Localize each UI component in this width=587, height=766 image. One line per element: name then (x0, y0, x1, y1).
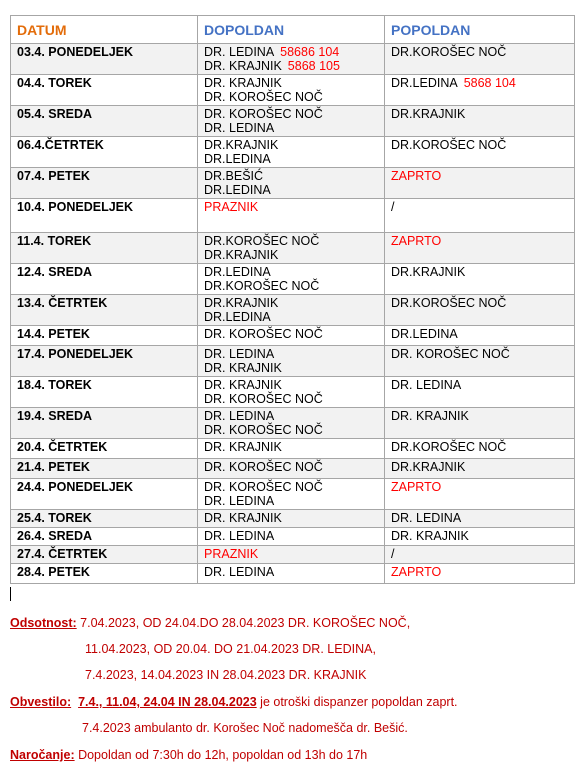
date-cell: 14.4. PETEK (11, 326, 198, 346)
date-cell: 26.4. SREDA (11, 528, 198, 546)
odsotnost-text-2: 11.04.2023, OD 20.04. DO 21.04.2023 DR. LEDINA, (85, 642, 376, 656)
table-row (11, 264, 575, 295)
doctor-name: DR. LEDINA (204, 45, 275, 59)
doctor-name: DR. LEDINA (204, 347, 275, 361)
table-row (11, 408, 575, 439)
doctor-name: DR. LEDINA (204, 565, 275, 579)
doctor-line (204, 511, 378, 525)
date-cell: 05.4. SREDA (11, 106, 198, 137)
odsotnost-text-3: 7.4.2023, 14.04.2023 IN 28.04.2023 DR. KRAJNIK (85, 668, 367, 682)
doctor-line (391, 529, 568, 543)
popoldan-cell (385, 377, 575, 408)
popoldan-cell (385, 106, 575, 137)
doctor-name: DR.KOROŠEC NOČ (391, 138, 507, 152)
dopoldan-cell (198, 346, 385, 377)
obvestilo-label: Obvestilo: (10, 695, 72, 709)
doctor-name: DR.KRAJNIK (391, 460, 466, 474)
doctor-name: DR. KOROŠEC NOČ (204, 480, 323, 494)
dopoldan-cell (198, 479, 385, 510)
doctor-line (204, 460, 378, 474)
doctor-line (204, 265, 378, 279)
doctor-name: DR.KOROŠEC NOČ (391, 296, 507, 310)
date-cell: 10.4. PONEDELJEK (11, 199, 198, 233)
doctor-line (204, 138, 378, 152)
doctor-name: DR.LEDINA (204, 265, 271, 279)
date-cell: 24.4. PONEDELJEK (11, 479, 198, 510)
date-cell: 07.4. PETEK (11, 168, 198, 199)
doctor-name: DR. KOROŠEC NOČ (204, 423, 323, 437)
popoldan-cell (385, 510, 575, 528)
doctor-line (204, 480, 378, 494)
doctor-line (204, 107, 378, 121)
doctor-line (391, 511, 568, 525)
doctor-line (204, 494, 378, 508)
dopoldan-cell (198, 510, 385, 528)
obvestilo-dates: 7.4., 11.04, 24.04 IN 28.04.2023 (78, 695, 257, 709)
doctor-name: / (391, 200, 395, 214)
doctor-name: DR. KOROŠEC NOČ (391, 347, 510, 361)
date-cell: 11.4. TOREK (11, 233, 198, 264)
date-cell: 20.4. ČETRTEK (11, 439, 198, 459)
table-row (11, 168, 575, 199)
dopoldan-cell (198, 546, 385, 564)
doctor-name: DR.KOROŠEC NOČ (204, 279, 320, 293)
popoldan-cell (385, 137, 575, 168)
table-row (11, 346, 575, 377)
phone-number: 58686 104 (280, 45, 340, 59)
table-header-row (11, 16, 575, 44)
text-cursor (10, 587, 11, 601)
doctor-name: DR.LEDINA (391, 327, 458, 341)
doctor-name: ZAPRTO (391, 480, 442, 494)
doctor-line (391, 547, 568, 561)
doctor-line (204, 547, 378, 561)
doctor-name: DR. KOROŠEC NOČ (204, 327, 323, 341)
doctor-name: DR. KRAJNIK (204, 76, 282, 90)
doctor-name: DR. KRAJNIK (204, 361, 282, 375)
popoldan-cell (385, 564, 575, 584)
popoldan-cell (385, 479, 575, 510)
dopoldan-cell (198, 137, 385, 168)
doctor-name: DR. KRAJNIK (204, 511, 282, 525)
doctor-line (204, 296, 378, 310)
doctor-line (391, 480, 568, 494)
dopoldan-cell (198, 199, 385, 233)
doctor-line (391, 138, 568, 152)
popoldan-cell (385, 326, 575, 346)
date-cell: 18.4. TOREK (11, 377, 198, 408)
table-row (11, 439, 575, 459)
doctor-line (204, 347, 378, 361)
doctor-name: DR. KRAJNIK (204, 440, 282, 454)
doctor-line (204, 90, 378, 104)
doctor-line (204, 200, 378, 214)
narocanje-line (10, 748, 367, 762)
doctor-name: DR.LEDINA (204, 310, 271, 324)
table-row (11, 546, 575, 564)
popoldan-cell (385, 346, 575, 377)
doctor-line (391, 409, 568, 423)
doctor-name: DR. KRAJNIK (391, 409, 469, 423)
doctor-line (391, 378, 568, 392)
table-row (11, 479, 575, 510)
date-cell: 25.4. TOREK (11, 510, 198, 528)
doctor-name: DR. LEDINA (204, 409, 275, 423)
popoldan-cell (385, 264, 575, 295)
obvestilo-rest: je otroški dispanzer popoldan zaprt. (256, 695, 458, 709)
doctor-name: DR. KOROŠEC NOČ (204, 90, 323, 104)
header-dopoldan: DOPOLDAN (198, 16, 385, 44)
narocanje-label: Naročanje: (10, 748, 75, 762)
doctor-name: DR.KRAJNIK (204, 248, 279, 262)
doctor-line (204, 169, 378, 183)
doctor-name: ZAPRTO (391, 565, 442, 579)
doctor-name: DR.KRAJNIK (391, 107, 466, 121)
dopoldan-cell (198, 264, 385, 295)
date-cell: 04.4. TOREK (11, 75, 198, 106)
table-row (11, 199, 575, 233)
dopoldan-cell (198, 295, 385, 326)
doctor-line (204, 76, 378, 90)
doctor-name: ZAPRTO (391, 234, 442, 248)
table-row (11, 137, 575, 168)
schedule-table (10, 15, 575, 584)
doctor-line (391, 565, 568, 579)
dopoldan-cell (198, 377, 385, 408)
table-row (11, 564, 575, 584)
doctor-name: DR. KOROŠEC NOČ (204, 107, 323, 121)
table-row (11, 106, 575, 137)
obvestilo-text-2: 7.4.2023 ambulanto dr. Korošec Noč nadomešča dr. Bešić. (82, 721, 408, 735)
doctor-name: DR.BEŠIĆ (204, 169, 264, 183)
dopoldan-cell (198, 44, 385, 75)
doctor-line (204, 234, 378, 248)
doctor-name: DR. KRAJNIK (391, 529, 469, 543)
dopoldan-cell (198, 439, 385, 459)
doctor-name: DR. LEDINA (391, 378, 462, 392)
doctor-name: DR. LEDINA (204, 494, 275, 508)
dopoldan-cell (198, 564, 385, 584)
popoldan-cell (385, 75, 575, 106)
doctor-name: DR.LEDINA (391, 76, 458, 90)
doctor-name: / (391, 547, 395, 561)
dopoldan-cell (198, 326, 385, 346)
doctor-line (391, 234, 568, 248)
odsotnost-text-1: 7.04.2023, OD 24.04.DO 28.04.2023 DR. KOROŠEC NOČ, (76, 616, 411, 630)
dopoldan-cell (198, 168, 385, 199)
doctor-line (204, 409, 378, 423)
odsotnost-line-1 (10, 616, 410, 630)
doctor-name: DR. KRAJNIK (204, 378, 282, 392)
doctor-line (391, 200, 568, 214)
doctor-line (204, 361, 378, 375)
doctor-name: PRAZNIK (204, 547, 259, 561)
popoldan-cell (385, 168, 575, 199)
obvestilo-line-1 (10, 695, 458, 709)
header-datum: DATUM (11, 16, 198, 44)
doctor-line (204, 152, 378, 166)
doctor-name: ZAPRTO (391, 169, 442, 183)
table-row (11, 44, 575, 75)
popoldan-cell (385, 295, 575, 326)
doctor-line (204, 121, 378, 135)
popoldan-cell (385, 44, 575, 75)
doctor-line (391, 440, 568, 454)
doctor-line (391, 45, 568, 59)
doctor-line (391, 76, 568, 90)
dopoldan-cell (198, 408, 385, 439)
doctor-name: DR.LEDINA (204, 183, 271, 197)
dopoldan-cell (198, 106, 385, 137)
phone-number: 5868 105 (287, 59, 340, 73)
doctor-line (204, 423, 378, 437)
dopoldan-cell (198, 528, 385, 546)
date-cell: 12.4. SREDA (11, 264, 198, 295)
doctor-line (204, 565, 378, 579)
table-row (11, 295, 575, 326)
header-popoldan: POPOLDAN (385, 16, 575, 44)
doctor-name: PRAZNIK (204, 200, 259, 214)
date-cell: 27.4. ČETRTEK (11, 546, 198, 564)
doctor-name: DR.LEDINA (204, 152, 271, 166)
date-cell: 19.4. SREDA (11, 408, 198, 439)
popoldan-cell (385, 528, 575, 546)
doctor-line (391, 107, 568, 121)
doctor-name: DR. LEDINA (391, 511, 462, 525)
doctor-line (204, 327, 378, 341)
doctor-line (204, 310, 378, 324)
table-row (11, 528, 575, 546)
doctor-line (391, 265, 568, 279)
doctor-line (391, 347, 568, 361)
doctor-line (204, 392, 378, 406)
doctor-line (204, 440, 378, 454)
table-row (11, 75, 575, 106)
doctor-name: DR. KOROŠEC NOČ (204, 392, 323, 406)
date-cell: 21.4. PETEK (11, 459, 198, 479)
doctor-line (391, 169, 568, 183)
doctor-line (204, 279, 378, 293)
dopoldan-cell (198, 459, 385, 479)
doctor-name: DR.KOROŠEC NOČ (204, 234, 320, 248)
doctor-line (204, 45, 378, 59)
popoldan-cell (385, 233, 575, 264)
date-cell: 28.4. PETEK (11, 564, 198, 584)
doctor-line (391, 327, 568, 341)
doctor-name: DR. KRAJNIK (204, 59, 282, 73)
doctor-line (204, 59, 378, 73)
date-cell: 03.4. PONEDELJEK (11, 44, 198, 75)
popoldan-cell (385, 459, 575, 479)
phone-number: 5868 104 (463, 76, 516, 90)
doctor-name: DR.KOROŠEC NOČ (391, 440, 507, 454)
popoldan-cell (385, 199, 575, 233)
popoldan-cell (385, 408, 575, 439)
doctor-name: DR.KOROŠEC NOČ (391, 45, 507, 59)
date-cell: 06.4.ČETRTEK (11, 137, 198, 168)
doctor-line (204, 183, 378, 197)
doctor-name: DR.KRAJNIK (204, 296, 279, 310)
doctor-name: DR. LEDINA (204, 529, 275, 543)
odsotnost-label: Odsotnost: (10, 616, 77, 630)
doctor-line (204, 378, 378, 392)
doctor-name: DR. LEDINA (204, 121, 275, 135)
doctor-line (391, 460, 568, 474)
doctor-name: DR.KRAJNIK (204, 138, 279, 152)
table-row (11, 459, 575, 479)
doctor-line (391, 296, 568, 310)
date-cell: 13.4. ČETRTEK (11, 295, 198, 326)
dopoldan-cell (198, 233, 385, 264)
doctor-line (204, 248, 378, 262)
table-row (11, 326, 575, 346)
popoldan-cell (385, 439, 575, 459)
narocanje-text: Dopoldan od 7:30h do 12h, popoldan od 13h do 17h (74, 748, 368, 762)
dopoldan-cell (198, 75, 385, 106)
table-row (11, 510, 575, 528)
doctor-name: DR. KOROŠEC NOČ (204, 460, 323, 474)
date-cell: 17.4. PONEDELJEK (11, 346, 198, 377)
doctor-name: DR.KRAJNIK (391, 265, 466, 279)
doctor-line (204, 529, 378, 543)
table-row (11, 377, 575, 408)
popoldan-cell (385, 546, 575, 564)
table-row (11, 233, 575, 264)
